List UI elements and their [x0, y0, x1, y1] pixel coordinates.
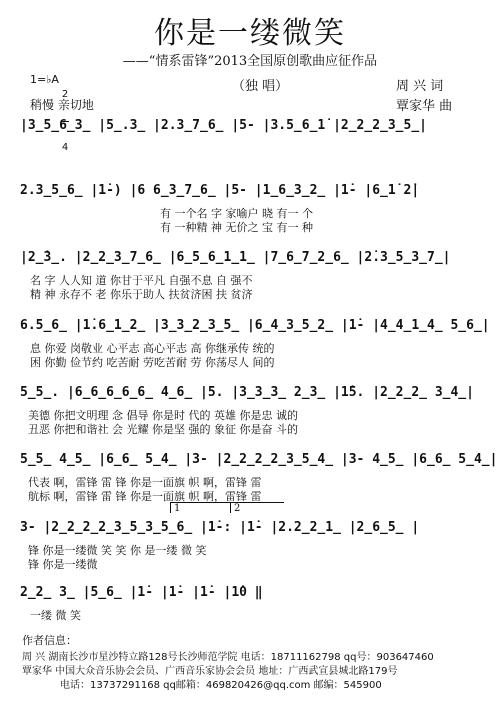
notation-line: 5̲5̲ 4̲5̲ |6̲6̲ 5̲4̲ |3- |2̲2̲2̲2̲3̲5̲4̲ |3- 4̲5̲ |6̲6̲ 5̲4̲| — [20, 452, 498, 467]
author-info-line-2: 覃家华 中国大众音乐协会会员、广西音乐家协会会员 地址：广西武宣县城北路179号 — [22, 666, 398, 677]
lyric-verse-1: 美德 你把文明理 念 倡导 你是时 代的 英雄 你是忠 诚的 — [28, 409, 298, 422]
lyric-verse-1: 有 一个名 字 家喻户 晓 有一 个 — [160, 207, 313, 220]
lyric-verse-1: 息 你爱 岗敬业 心平志 高心平志 高 你继承传 统的 — [30, 342, 275, 355]
time-signature-bottom: 4 — [61, 142, 69, 153]
lyric-verse-2: 航标 啊，雷锋 雷 锋 你是一面旗 帜 啊，雷锋 雷 — [28, 490, 262, 503]
tempo-marking: 稍慢 亲切地 — [30, 98, 94, 112]
notation-line: 2.3̲5̲6̲ |1̇-) |6 6̲3̲7̲6̲ |5- |1̲6̲3̲2̲ |1̇- |6̲1̇ 2̇| — [20, 183, 420, 198]
lyric-verse-2: 丑恶 你把和谐社 会 光耀 你是坚 强的 象征 你是奋 斗的 — [28, 423, 298, 436]
notation-line: 3- |2̲2̲2̲2̲3̲5̲3̲5̲6̲ |1̇-: |1̇- |2.2̲2̲1̲ |2̲6̲5̲ | — [20, 520, 420, 535]
lyric-verse-2: 锋 你是一缕微 — [28, 558, 98, 571]
performance-type: （独 唱） — [232, 79, 289, 94]
author-info-line-1: 周 兴 湖南长沙市星沙特立路128号长沙师范学院 电话：18711162798 qq号：903647460 — [22, 652, 434, 663]
song-subtitle: ——“情系雷锋”2013全国原创歌曲应征作品 — [122, 54, 378, 69]
lyric-verse-2: 困 你勤 俭节约 吃苦耐 劳吃苦耐 劳 你荡尽人 间的 — [30, 356, 275, 369]
lyricist-credit: 周 兴 词 — [396, 79, 444, 94]
time-signature-top: 2 — [61, 89, 69, 100]
notation-line: |2̲̇3̲. |2̲2̲3̲7̲6̲ |6̲5̲6̲1̲1̲ |7̲6̲7̲2̲6̲ |2̇.3̲5̲3̲7̲| — [20, 250, 451, 265]
score-row-8 — [20, 585, 480, 622]
score-row-5 — [20, 385, 480, 436]
lyric-verse-1: 代表 啊，雷锋 雷 锋 你是一面旗 帜 啊，雷锋 雷 — [28, 476, 262, 489]
score-row-3 — [20, 250, 480, 301]
notation-line: 6.5̲6̲ |1̇.6̲1̲2̲ |3̲3̲2̲3̲5̲ |6̲4̲3̲5̲2̲ |1̇- |4̲4̲1̲4̲ 5̲6̲| — [20, 318, 490, 333]
author-info-heading: 作者信息： — [22, 634, 77, 647]
score-row-7 — [20, 503, 480, 571]
notation-line: 2̲2̲ 3̲ |5̲6̲ |1̇- |1̇- |1̇- |1̇0 ‖ — [20, 585, 263, 600]
volta-bracket-1: 1 — [170, 502, 230, 513]
score-row-1 — [20, 118, 480, 138]
time-signature — [61, 70, 69, 163]
lyric-verse-1: 锋 你是一缕微 笑 笑 你 是一缕 微 笑 — [28, 544, 207, 557]
key-signature: 1=♭A — [30, 73, 59, 86]
lyric-verse-1: 一缕 微 笑 — [30, 609, 81, 622]
lyric-verse-1: 名 字 人人知 道 你甘于平凡 自强不息 自 强不 — [30, 274, 253, 287]
song-title: 你是一缕微笑 — [154, 16, 346, 51]
notation-line: |3̲5̲6̲3̲ |5̲.3̲ |2.3̲7̲6̲ |5- |3.5̲6̲1̇ |2̲2̲2̲3̲5̲| — [20, 118, 427, 133]
score-row-6 — [20, 452, 498, 503]
volta-bracket-2: 2 — [230, 502, 284, 513]
composer-credit: 覃家华 曲 — [396, 99, 453, 114]
score-row-2 — [20, 183, 480, 234]
notation-line: 5̲5̲. |6̲6̲6̲6̲6̲ 4̲6̲ |5. |3̲3̲3̲ 2̲3̲ |1̇5. |2̲2̲2̲ 3̲4̲| — [20, 385, 474, 400]
author-info-line-3: 电话：13737291168 qq邮箱：469820426@qq.com 邮编：545900 — [60, 680, 382, 691]
score-row-4 — [20, 318, 490, 369]
lyric-verse-2: 精 神 永存不 老 你乐于助人 扶贫济困 扶 贫济 — [30, 288, 253, 301]
lyric-verse-2: 有 一种精 神 无价之 宝 有一 种 — [160, 221, 313, 234]
